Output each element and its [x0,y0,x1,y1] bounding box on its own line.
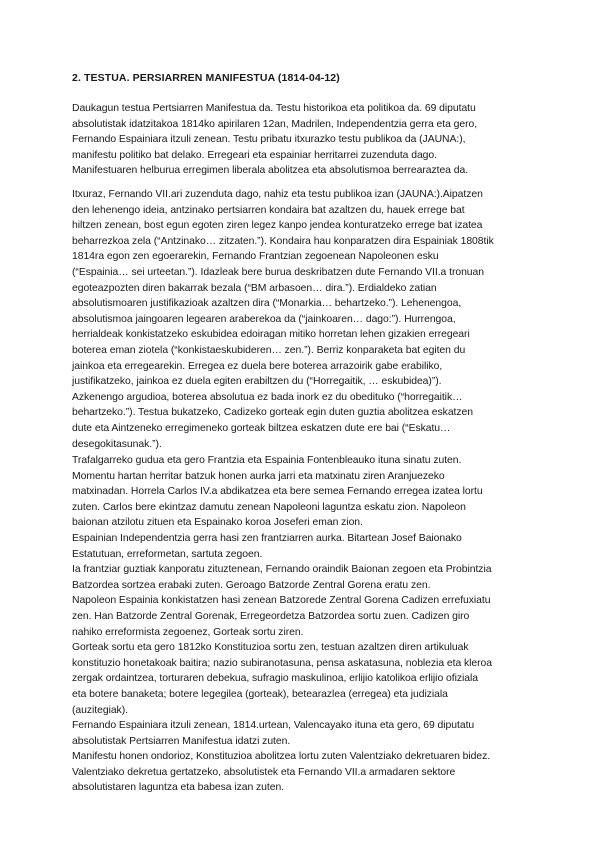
text-line: Azkenengo argudioa, boterea absolutua ez bada inork ez du obedituko (“horregaitik… [72,391,463,403]
text-line: (auzitegiak). [72,704,128,716]
text-line: den lehenengo ideia, antzinako pertsiarren kondaira bat azaltzen du, hauek errege bat [72,204,465,216]
text-line: matxinadan. Horrela Carlos IV.a abdikatzea eta bere semea Fernando erregea izatea lortu [72,486,483,498]
text-line: (“Espainia… sei urteetan.”). Idazleak bere burua deskribatzen dute Fernando VII.a tronuan [72,266,484,278]
text-line: behartzeko.”). Testua bukatzeko, Cadizeko gorteak egin duten guztia abolitzea eskatzen [72,407,473,419]
document-title: 2. TESTUA. PERSIARREN MANIFESTUA (1814-04-12) [72,72,340,84]
text-line: boterea eman ziotela (“konkistaeskubideren… zen.”). Berriz konparaketa bat egiten du [72,344,466,356]
text-line: absolutistaren laguntza eta babesa izan zuten. [72,782,285,794]
text-line: Espainian Independentzia gerra hasi zen frantziarren aurka. Bitartean Josef Baionako [72,532,462,544]
text-line: jainkoa eta erregearekin. Erregea ez duela bere boterea arrazoirik gabe erabiliko, [72,360,443,372]
text-line: Trafalgarreko gudua eta gero Frantzia eta Espainia Fontenbleauko ituna sinatu zuten. [72,455,462,466]
text-line: hiltzen zenean, bost egun egoten ziren legez kanpo jendea konturatzeko errege bat izatea [72,220,483,232]
text-line: absolutistak idatzitakoa 1814ko apirilaren 12an, Madrilen, Independentzia gerra eta gero, [72,118,478,130]
text-line: eta botere banaketa; botere legegilea (gorteak), betearazlea (erregea) eta judiziala [72,688,448,700]
paragraph-analysis [72,187,542,452]
text-line: zuten. Carlos bere ekintzaz damutu zenean Napoleoni laguntza eskatu zion. Napoleon [72,501,466,513]
text-line: desegokitasunak.”). [72,438,162,450]
text-line: egoteazpozten diren bakarrak bezala (“BM arbasoen… dira.”). Erdialdeko zatian [72,282,437,294]
text-line: konstituzio honetakoak baitira; nazio subiranotasuna, pensa askatasuna, noblezia eta kleroa [72,657,493,669]
text-line: Momentu hartan herritar batzuk honen aurka jarri eta matxinatu ziren Aranjuezeko [72,470,445,482]
text-line: absolutismoa jaingoaren legearen araberekoa da (“jainkoaren… dago:”). Hurrengoa, [72,313,456,325]
text-line: Batzordea sortzea erabaki zuten. Geroago Batzorde Zentral Gorena eratu zen. [72,579,431,591]
text-line: Ia frantziar guztiak kanporatu zituztenean, Fernando oraindik Baionan zegoen eta Probintzia [72,564,492,576]
text-line: Gorteak sortu eta gero 1812ko Konstituzioa sortu zen, testuan azaltzen diren artikuluak [72,642,469,654]
text-line: absolutismoaren justifikazioak azaltzen dira (“Monarkia… behartzeko.”). Lehenengoa, [72,298,462,310]
paragraph-historical-context [72,453,542,796]
text-line: absolutistak Pertsiarren Manifestua idatzi zuten. [72,735,291,747]
text-line: Valentziako dekretua gertatzeko, absolutistek eta Fernando VII.a armadaren sektore [72,766,456,778]
text-line: Manifestu honen ondorioz, Konstituzioa abolitzea lortu zuten Valentziako dekretuaren bidez. [72,751,491,763]
text-line: Fernando Espainiara itzuli zenean, 1814.urtean, Valencayako ituna eta gero, 69 diputatu [72,720,475,732]
text-line: Napoleon Espainia konkistatzen hasi zenean Batzorede Zentral Gorena Cadizen errefuxiatu [72,595,491,607]
text-line: Fernando Espainiara itzuli zenean. Testu pribatu itxurazko testu publikoa da (JAUNA:), [72,134,466,146]
paragraph-introduction [72,101,542,179]
text-line: Estatutuan, erreformetan, sartuta zegoen. [72,548,263,560]
text-line: zen. Han Batzorde Zentral Gorenak, Erregeordetza Batzordea sortu zuen. Cadizen giro [72,610,470,622]
text-line: baionan atzilotu zituen eta Espainako koroa Joseferi eman zion. [72,517,363,529]
text-line: manifestu politiko bat delako. Erregeari eta espainiar herritarrei zuzenduta dago. [72,149,437,161]
text-line: Itxuraz, Fernando VII.ari zuzenduta dago, nahiz eta testu publikoa izan (JAUNA:).Aipatzen [72,189,483,200]
text-line: zergak ordaintzea, torturaren debekua, sufragio maskulinoa, erlijio katolikoa erlijio ofiziala [72,673,478,685]
text-line: Daukagun testua Pertsiarren Manifestua da. Testu historikoa eta politikoa da. 69 diputatu [72,103,476,114]
text-line: 1814ra egon zen egoerarekin, Fernando Frantzian zegoenean Napoleonen esku [72,251,439,263]
text-line: dute eta Aintzeneko erregimeneko gorteak biltzea eskatzen dute ere bai (“Eskatu… [72,422,451,434]
text-line: beharrezkoa zela (“Antzinako… zitzaten.”). Kondaira hau konparatzen dira Espainiak 1808tik [72,235,494,247]
text-line: justifikatzeko, jainkoa ez duela egiten erabiltzen du (“Horregaitik, … eskubidea)”). [72,376,442,388]
text-line: Manifestuaren helburua erregimen liberala abolitzea eta absolutismoa berrearaztea da. [72,165,469,177]
text-line: nahiko erreformista zegoenez, Gorteak sortu ziren. [72,626,304,638]
text-line: herrialdeak konkistatzeko eskubidea edoiragan mitiko horretan lehen gizakien erregeari [72,329,470,341]
